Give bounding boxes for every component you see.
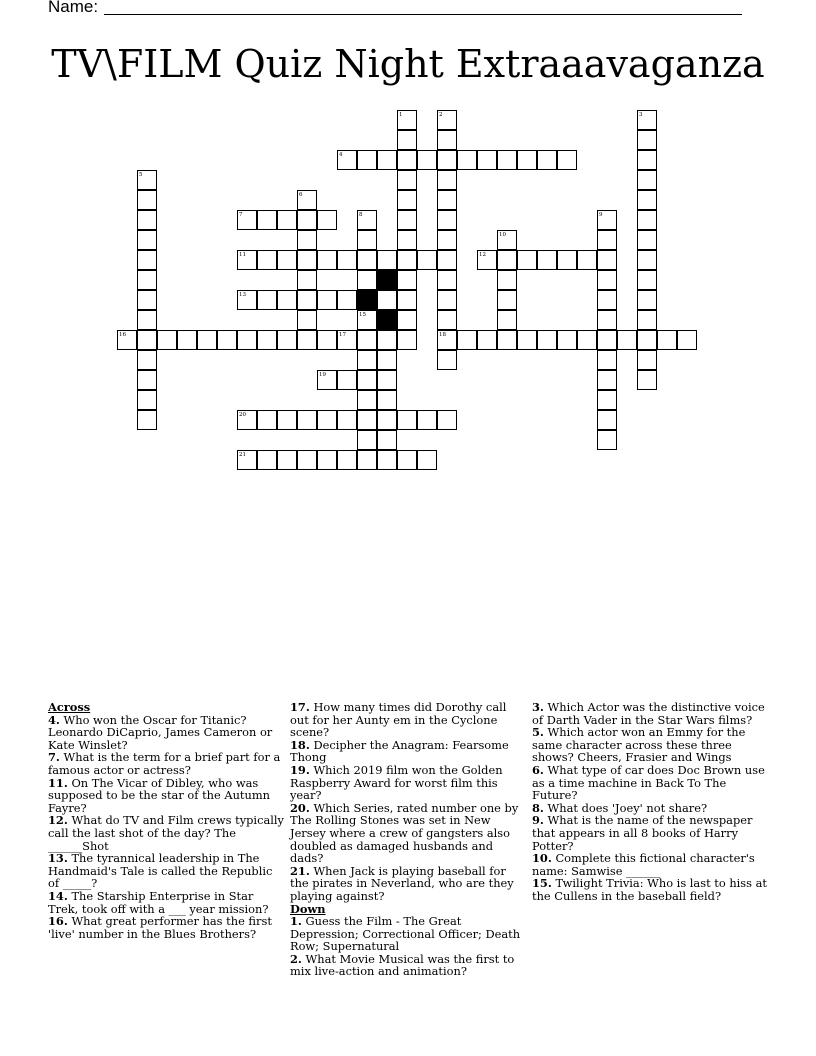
grid-cell[interactable] <box>597 370 617 390</box>
grid-cell[interactable] <box>357 430 377 450</box>
grid-cell[interactable] <box>657 330 677 350</box>
grid-cell[interactable] <box>377 330 397 350</box>
grid-cell[interactable] <box>157 330 177 350</box>
grid-cell[interactable] <box>437 190 457 210</box>
grid-cell[interactable] <box>297 250 317 270</box>
grid-cell[interactable] <box>397 250 417 270</box>
grid-cell[interactable] <box>337 410 357 430</box>
clue-down-1: 1. Guess the Film - The Great Depression; Correctional Officer; Death Row; Supernatural <box>290 914 521 954</box>
grid-cell[interactable] <box>357 410 377 430</box>
grid-number-15: 15 <box>359 312 366 318</box>
grid-cell[interactable] <box>417 410 437 430</box>
grid-cell[interactable] <box>417 250 437 270</box>
grid-cell[interactable] <box>257 250 277 270</box>
grid-cell[interactable] <box>317 450 337 470</box>
grid-cell[interactable] <box>397 170 417 190</box>
grid-cell[interactable] <box>317 330 337 350</box>
grid-block-cell <box>377 270 397 290</box>
grid-cell[interactable] <box>377 350 397 370</box>
grid-cell[interactable] <box>597 330 617 350</box>
grid-cell[interactable] <box>137 230 157 250</box>
clue-down-15: 15. Twilight Trivia: Who is last to hiss at the Cullens in the baseball field? <box>532 876 767 903</box>
grid-cell[interactable] <box>257 450 277 470</box>
clue-down-3: 3. Which Actor was the distinctive voice of Darth Vader in the Star Wars films? <box>532 700 765 727</box>
grid-cell[interactable] <box>397 410 417 430</box>
grid-cell[interactable] <box>437 350 457 370</box>
grid-number-9: 9 <box>599 212 603 218</box>
name-label: Name: <box>48 0 99 16</box>
grid-cell[interactable] <box>557 150 577 170</box>
grid-cell[interactable] <box>357 370 377 390</box>
grid-number-19: 19 <box>319 372 326 378</box>
grid-cell[interactable] <box>557 330 577 350</box>
grid-cell[interactable] <box>357 450 377 470</box>
grid-cell[interactable] <box>377 250 397 270</box>
grid-number-1: 1 <box>399 112 403 118</box>
grid-cell[interactable] <box>437 270 457 290</box>
grid-cell[interactable] <box>377 150 397 170</box>
grid-cell[interactable] <box>397 330 417 350</box>
grid-cell[interactable] <box>337 450 357 470</box>
grid-cell[interactable] <box>437 170 457 190</box>
grid-cell[interactable] <box>357 350 377 370</box>
grid-number-13: 13 <box>239 292 246 298</box>
grid-cell[interactable] <box>317 210 337 230</box>
clue-across-4: 4. Who won the Oscar for Titanic? Leonardo DiCaprio, James Cameron or Kate Winslet? <box>48 712 273 752</box>
grid-cell[interactable] <box>557 250 577 270</box>
grid-cell[interactable] <box>317 410 337 430</box>
grid-cell[interactable] <box>297 290 317 310</box>
grid-cell[interactable] <box>637 270 657 290</box>
grid-cell[interactable] <box>517 250 537 270</box>
grid-cell[interactable] <box>437 230 457 250</box>
grid-cell[interactable] <box>597 430 617 450</box>
grid-cell[interactable] <box>537 150 557 170</box>
grid-cell[interactable] <box>297 330 317 350</box>
down-heading: Down <box>290 901 326 916</box>
grid-cell[interactable] <box>417 150 437 170</box>
grid-cell[interactable] <box>437 410 457 430</box>
grid-cell[interactable] <box>297 230 317 250</box>
grid-cell[interactable] <box>257 410 277 430</box>
grid-cell[interactable] <box>437 210 457 230</box>
grid-cell[interactable] <box>377 390 397 410</box>
grid-cell[interactable] <box>577 330 597 350</box>
grid-cell[interactable] <box>337 370 357 390</box>
grid-number-21: 21 <box>239 452 246 458</box>
grid-cell[interactable] <box>537 330 557 350</box>
clue-column-3 <box>532 701 768 903</box>
grid-number-11: 11 <box>239 252 246 258</box>
grid-cell[interactable] <box>297 270 317 290</box>
grid-cell[interactable] <box>397 230 417 250</box>
clue-across-12: 12. What do TV and Film crews typically call the last shot of the day? The ______Shot <box>48 813 284 853</box>
grid-cell[interactable] <box>137 290 157 310</box>
grid-cell[interactable] <box>317 250 337 270</box>
grid-cell[interactable] <box>357 150 377 170</box>
grid-cell[interactable] <box>397 150 417 170</box>
grid-number-3: 3 <box>639 112 643 118</box>
grid-cell[interactable] <box>637 210 657 230</box>
grid-cell[interactable] <box>637 330 657 350</box>
grid-cell[interactable] <box>357 230 377 250</box>
clue-across-20: 20. Which Series, rated number one by The Rolling Stones was set in New Jersey where a crew of gangsters also doubled as damaged husbands and dads? <box>290 800 519 866</box>
grid-cell[interactable] <box>137 310 157 330</box>
grid-cell[interactable] <box>597 310 617 330</box>
grid-cell[interactable] <box>197 330 217 350</box>
grid-cell[interactable] <box>637 130 657 150</box>
clue-down-6: 6. What type of car does Doc Brown use as a time machine in Back To The Future? <box>532 762 765 803</box>
grid-number-14: 14 <box>379 292 386 298</box>
grid-cell[interactable] <box>177 330 197 350</box>
grid-cell[interactable] <box>457 150 477 170</box>
grid-cell[interactable] <box>437 130 457 150</box>
grid-cell[interactable] <box>677 330 697 350</box>
grid-cell[interactable] <box>637 150 657 170</box>
grid-cell[interactable] <box>297 410 317 430</box>
grid-cell[interactable] <box>597 250 617 270</box>
grid-number-4: 4 <box>339 152 343 158</box>
grid-cell[interactable] <box>477 150 497 170</box>
grid-cell[interactable] <box>477 330 497 350</box>
grid-cell[interactable] <box>497 290 517 310</box>
grid-cell[interactable] <box>277 450 297 470</box>
grid-cell[interactable] <box>137 250 157 270</box>
grid-number-7: 7 <box>239 212 243 218</box>
grid-cell[interactable] <box>397 130 417 150</box>
name-blank-line[interactable] <box>104 14 742 15</box>
grid-cell[interactable] <box>217 330 237 350</box>
grid-cell[interactable] <box>377 450 397 470</box>
grid-cell[interactable] <box>597 290 617 310</box>
clue-column-2 <box>290 701 526 978</box>
grid-cell[interactable] <box>357 330 377 350</box>
grid-cell[interactable] <box>237 330 257 350</box>
grid-cell[interactable] <box>377 430 397 450</box>
clue-down-9: 9. What is the name of the newspaper that appears in all 8 books of Harry Potter? <box>532 813 753 853</box>
across-heading: Across <box>48 700 91 714</box>
grid-cell[interactable] <box>597 270 617 290</box>
grid-cell[interactable] <box>397 190 417 210</box>
grid-cell[interactable] <box>517 330 537 350</box>
grid-cell[interactable] <box>357 270 377 290</box>
grid-cell[interactable] <box>437 290 457 310</box>
grid-cell[interactable] <box>137 350 157 370</box>
grid-cell[interactable] <box>137 330 157 350</box>
grid-cell[interactable] <box>637 170 657 190</box>
grid-cell[interactable] <box>137 190 157 210</box>
grid-number-2: 2 <box>439 112 443 118</box>
grid-cell[interactable] <box>317 290 337 310</box>
grid-cell[interactable] <box>517 150 537 170</box>
grid-cell[interactable] <box>437 310 457 330</box>
grid-cell[interactable] <box>137 370 157 390</box>
grid-cell[interactable] <box>277 250 297 270</box>
grid-cell[interactable] <box>397 270 417 290</box>
clue-across-13: 13. The tyrannical leadership in The Handmaid's Tale is called the Republic of _____? <box>48 851 273 891</box>
grid-cell[interactable] <box>457 330 477 350</box>
grid-cell[interactable] <box>637 370 657 390</box>
grid-cell[interactable] <box>637 250 657 270</box>
grid-cell[interactable] <box>377 370 397 390</box>
clue-across-19: 19. Which 2019 film won the Golden Raspberry Award for worst film this year? <box>290 762 503 803</box>
clue-down-5: 5. Which actor won an Emmy for the same character across these three shows? Cheers, Frasier and Wings <box>532 725 746 765</box>
clue-down-2: 2. What Movie Musical was the first to mix live-action and animation? <box>290 951 515 979</box>
grid-number-18: 18 <box>439 332 446 338</box>
grid-cell[interactable] <box>397 450 417 470</box>
grid-number-17: 17 <box>339 332 346 338</box>
grid-cell[interactable] <box>257 330 277 350</box>
grid-cell[interactable] <box>597 230 617 250</box>
grid-cell[interactable] <box>277 410 297 430</box>
clue-across-16: 16. What great performer has the first 'live' number in the Blues Brothers? <box>48 914 272 941</box>
grid-cell[interactable] <box>497 250 517 270</box>
grid-cell[interactable] <box>437 150 457 170</box>
grid-number-20: 20 <box>239 412 246 418</box>
grid-cell[interactable] <box>497 150 517 170</box>
grid-cell[interactable] <box>637 190 657 210</box>
grid-cell[interactable] <box>297 310 317 330</box>
grid-cell[interactable] <box>357 390 377 410</box>
grid-number-16: 16 <box>119 332 126 338</box>
grid-cell[interactable] <box>617 330 637 350</box>
grid-cell[interactable] <box>337 290 357 310</box>
grid-cell[interactable] <box>257 210 277 230</box>
grid-cell[interactable] <box>597 390 617 410</box>
grid-number-8: 8 <box>359 212 363 218</box>
clue-across-14: 14. The Starship Enterprise in Star Trek, took off with a ___ year mission? <box>48 888 269 916</box>
grid-cell[interactable] <box>137 410 157 430</box>
clue-across-21: 21. When Jack is playing baseball for the pirates in Neverland, who are they playing against? <box>290 863 514 903</box>
grid-cell[interactable] <box>277 290 297 310</box>
grid-cell[interactable] <box>377 310 397 330</box>
grid-cell[interactable] <box>137 210 157 230</box>
grid-cell[interactable] <box>637 310 657 330</box>
clue-across-17: 17. How many times did Dorothy call out for her Aunty em in the Cyclone scene? <box>290 700 507 740</box>
grid-cell[interactable] <box>637 230 657 250</box>
grid-cell[interactable] <box>137 270 157 290</box>
grid-number-5: 5 <box>139 172 143 178</box>
grid-number-10: 10 <box>499 232 506 238</box>
clue-across-11: 11. On The Vicar of Dibley, who was supposed to be the star of the Autumn Fayre? <box>48 775 270 815</box>
grid-cell[interactable] <box>297 450 317 470</box>
clue-column-1 <box>48 701 284 940</box>
grid-cell[interactable] <box>597 350 617 370</box>
puzzle-title: TV\FILM Quiz Night Extraaavaganza <box>51 42 765 86</box>
grid-cell[interactable] <box>397 310 417 330</box>
grid-cell[interactable] <box>597 410 617 430</box>
clue-across-18: 18. Decipher the Anagram: Fearsome Thong <box>290 737 509 765</box>
grid-cell[interactable] <box>377 410 397 430</box>
grid-cell[interactable] <box>637 290 657 310</box>
grid-cell[interactable] <box>277 330 297 350</box>
grid-cell[interactable] <box>257 290 277 310</box>
grid-cell[interactable] <box>537 250 557 270</box>
grid-cell[interactable] <box>417 450 437 470</box>
grid-cell[interactable] <box>497 330 517 350</box>
clue-across-7: 7. What is the term for a brief part for a famous actor or actress? <box>48 750 281 777</box>
grid-cell[interactable] <box>357 250 377 270</box>
grid-cell[interactable] <box>637 350 657 370</box>
grid-cell[interactable] <box>357 290 377 310</box>
grid-cell[interactable] <box>277 210 297 230</box>
grid-cell[interactable] <box>297 210 317 230</box>
grid-cell[interactable] <box>577 250 597 270</box>
grid-cell[interactable] <box>497 270 517 290</box>
grid-cell[interactable] <box>397 210 417 230</box>
grid-cell[interactable] <box>437 250 457 270</box>
clue-down-8: 8. What does 'Joey' not share? <box>532 800 708 815</box>
grid-cell[interactable] <box>137 390 157 410</box>
grid-number-12: 12 <box>479 252 486 258</box>
clue-down-10: 10. Complete this fictional character's name: Samwise ______ <box>532 851 755 878</box>
grid-number-6: 6 <box>299 192 303 198</box>
grid-cell[interactable] <box>397 290 417 310</box>
grid-cell[interactable] <box>497 310 517 330</box>
grid-cell[interactable] <box>337 250 357 270</box>
